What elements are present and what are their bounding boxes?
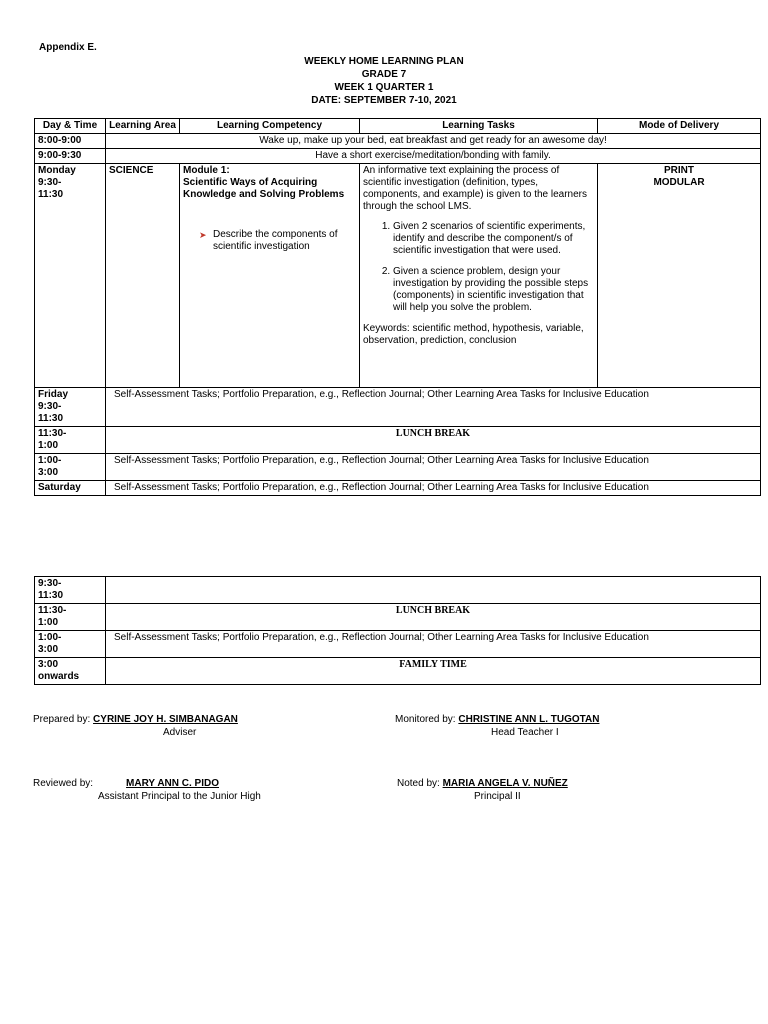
competency-bullet — [199, 229, 356, 253]
time-cell: Saturday — [35, 481, 106, 496]
time-cell: 11:30- 1:00 — [35, 427, 106, 454]
col-mode-of-delivery: Mode of Delivery — [598, 119, 761, 134]
activity-cell: Self-Assessment Tasks; Portfolio Preparation, e.g., Reflection Journal; Other Learning Area Tasks for Inclusive Education — [106, 481, 761, 496]
activity-cell: Have a short exercise/meditation/bonding with family. — [106, 149, 761, 164]
monitored-by-label: Monitored by: — [395, 714, 459, 725]
activity-cell: Wake up, make up your bed, eat breakfast and get ready for an awesome day! — [106, 134, 761, 149]
learning-area-cell: SCIENCE — [106, 164, 180, 388]
noted-by-label: Noted by: — [397, 778, 443, 789]
competency-cell — [180, 164, 360, 388]
table-row — [35, 604, 761, 631]
table-row — [35, 658, 761, 685]
monitored-by-name: CHRISTINE ANN L. TUGOTAN — [458, 714, 600, 725]
tasks-cell — [360, 164, 598, 388]
reviewed-by-name: MARY ANN C. PIDO — [126, 778, 219, 789]
prepared-by-name: CYRINE JOY H. SIMBANAGAN — [93, 714, 238, 725]
activity-cell — [106, 577, 761, 604]
time-cell: 9:00-9:30 — [35, 149, 106, 164]
header-date: DATE: SEPTEMBER 7-10, 2021 — [311, 95, 457, 106]
reviewed-by-label: Reviewed by: — [33, 778, 94, 789]
time-cell: 3:00 onwards — [35, 658, 106, 685]
activity-cell: Self-Assessment Tasks; Portfolio Preparation, e.g., Reflection Journal; Other Learning Area Tasks for Inclusive Education — [106, 631, 761, 658]
reviewed-by-block — [33, 777, 261, 802]
list-item: 2. Given a science problem, design your investigation by providing the possible steps (components) in scientific investigation that will help you solve the problem. — [393, 266, 594, 314]
schedule-table — [34, 576, 761, 685]
header-week: WEEK 1 QUARTER 1 — [334, 82, 434, 93]
table-header-row — [35, 119, 761, 134]
monitored-by-block — [395, 713, 600, 738]
table-row — [35, 631, 761, 658]
col-learning-competency: Learning Competency — [180, 119, 360, 134]
activity-cell: LUNCH BREAK — [106, 427, 761, 454]
mode-cell: PRINT MODULAR — [598, 164, 761, 388]
table-row-monday — [35, 164, 761, 388]
competency-text: Describe the components of scientific investigation — [213, 229, 338, 252]
table-row — [35, 577, 761, 604]
appendix-label: Appendix E. — [39, 42, 97, 53]
prepared-by-block — [33, 713, 238, 738]
table-row — [35, 481, 761, 496]
learning-plan-table — [34, 118, 761, 496]
header-grade: GRADE 7 — [361, 69, 407, 80]
time-cell: 1:00- 3:00 — [35, 631, 106, 658]
time-cell: 1:00- 3:00 — [35, 454, 106, 481]
tasks-list — [363, 221, 594, 314]
activity-cell: FAMILY TIME — [106, 658, 761, 685]
noted-by-role: Principal II — [474, 791, 521, 802]
prepared-by-role: Adviser — [163, 727, 197, 738]
noted-by-block — [397, 777, 568, 802]
table-row — [35, 134, 761, 149]
col-day-time: Day & Time — [35, 119, 106, 134]
time-cell: Monday 9:30- 11:30 — [35, 164, 106, 388]
time-cell: 8:00-9:00 — [35, 134, 106, 149]
module-title: Module 1: Scientific Ways of Acquiring Knowledge and Solving Problems — [183, 165, 345, 200]
time-cell: 9:30- 11:30 — [35, 577, 106, 604]
time-cell: Friday 9:30- 11:30 — [35, 388, 106, 427]
table-row — [35, 388, 761, 427]
col-learning-area: Learning Area — [106, 119, 180, 134]
header-title: WEEKLY HOME LEARNING PLAN — [304, 56, 464, 67]
document-header — [0, 55, 768, 107]
tasks-intro: An informative text explaining the process of scientific investigation (definition, types, components, and example) is given to the learners through the school LMS. — [363, 165, 588, 212]
monitored-by-role: Head Teacher I — [491, 727, 559, 738]
activity-cell: LUNCH BREAK — [106, 604, 761, 631]
activity-cell: Self-Assessment Tasks; Portfolio Preparation, e.g., Reflection Journal; Other Learning Area Tasks for Inclusive Education — [106, 388, 761, 427]
noted-by-name: MARIA ANGELA V. NUÑEZ — [442, 778, 568, 789]
time-cell: 11:30- 1:00 — [35, 604, 106, 631]
table-row — [35, 427, 761, 454]
reviewed-by-role: Assistant Principal to the Junior High — [98, 791, 261, 802]
table-row — [35, 149, 761, 164]
prepared-by-label: Prepared by: — [33, 714, 94, 725]
list-item: 1. Given 2 scenarios of scientific experiments, identify and describe the component/s of scientific investigation that were used. — [393, 221, 594, 257]
arrow-bullet-icon: ➤ — [199, 230, 207, 240]
col-learning-tasks: Learning Tasks — [360, 119, 598, 134]
keywords: Keywords: scientific method, hypothesis, variable, observation, prediction, conclusion — [363, 323, 584, 346]
table-row — [35, 454, 761, 481]
activity-cell: Self-Assessment Tasks; Portfolio Preparation, e.g., Reflection Journal; Other Learning Area Tasks for Inclusive Education — [106, 454, 761, 481]
